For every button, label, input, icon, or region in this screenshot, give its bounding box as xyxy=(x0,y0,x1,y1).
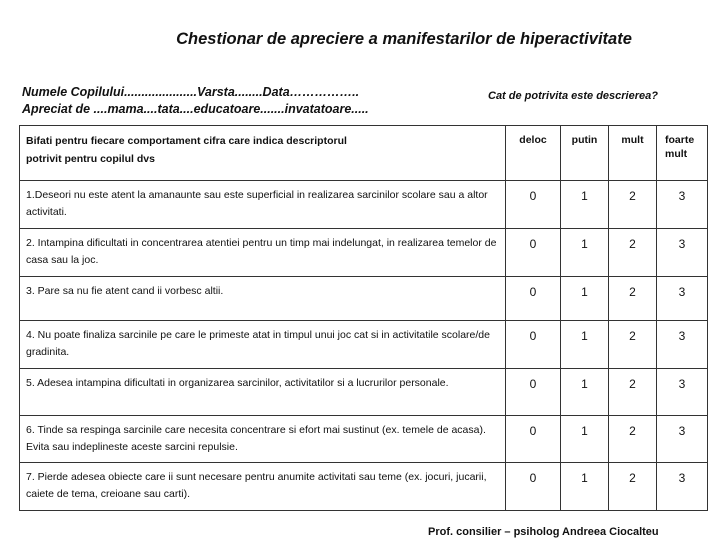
table-row xyxy=(20,321,708,369)
score-0[interactable]: 0 xyxy=(506,321,561,369)
score-1[interactable]: 1 xyxy=(561,321,609,369)
table-row xyxy=(20,416,708,463)
child-info-block xyxy=(22,84,369,118)
score-3[interactable]: 3 xyxy=(657,321,708,369)
header-instruction-line1: Bifati pentru fiecare comportament cifra care indica descriptorul xyxy=(26,135,347,147)
item-text: 7. Pierde adesea obiecte care ii sunt necesare pentru anumite activitati sau teme (ex. jocuri, jucarii, caiete de tema, creioane sau carti). xyxy=(20,463,506,511)
item-text: 5. Adesea intampina dificultati in organizarea sarcinilor, activitatilor si a lucrurilor personale. xyxy=(20,369,506,416)
item-text: 6. Tinde sa respinga sarcinile care necesita concentrare si efort mai sustinut (ex. temele de acasa). Evita sau indeplineste aceste sarcini repulsie. xyxy=(20,416,506,463)
score-3[interactable]: 3 xyxy=(657,463,708,511)
score-3[interactable]: 3 xyxy=(657,277,708,321)
table-row xyxy=(20,229,708,277)
scale-header-putin: putin xyxy=(561,126,609,181)
item-text: 4. Nu poate finaliza sarcinile pe care le primeste atat in timpul unui joc cat si in activitatile scolare/de gradinita. xyxy=(20,321,506,369)
scale-header-mult: mult xyxy=(609,126,657,181)
questionnaire-table xyxy=(19,125,708,511)
scale-header-foarte-mult: foarte mult xyxy=(657,126,708,181)
score-1[interactable]: 1 xyxy=(561,463,609,511)
score-1[interactable]: 1 xyxy=(561,181,609,229)
table-row xyxy=(20,277,708,321)
child-name-age-date-line: Numele Copilului.....................Varsta........Data…………….. xyxy=(22,85,360,99)
scale-header-deloc: deloc xyxy=(506,126,561,181)
score-0[interactable]: 0 xyxy=(506,369,561,416)
table-header-row xyxy=(20,126,708,181)
author-credit: Prof. consilier – psiholog Andreea Ciocalteu xyxy=(428,526,659,538)
score-2[interactable]: 2 xyxy=(609,369,657,416)
score-1[interactable]: 1 xyxy=(561,277,609,321)
header-instruction xyxy=(20,126,506,181)
score-2[interactable]: 2 xyxy=(609,416,657,463)
item-text: 1.Deseori nu este atent la amanaunte sau este superficial in realizarea sarcinilor scolare sau a altor activitati. xyxy=(20,181,506,229)
score-1[interactable]: 1 xyxy=(561,369,609,416)
item-text: 3. Pare sa nu fie atent cand ii vorbesc altii. xyxy=(20,277,506,321)
table-row xyxy=(20,181,708,229)
score-1[interactable]: 1 xyxy=(561,416,609,463)
score-0[interactable]: 0 xyxy=(506,277,561,321)
score-2[interactable]: 2 xyxy=(609,181,657,229)
score-2[interactable]: 2 xyxy=(609,229,657,277)
score-3[interactable]: 3 xyxy=(657,181,708,229)
score-3[interactable]: 3 xyxy=(657,369,708,416)
header-instruction-line2: potrivit pentru copilul dvs xyxy=(26,153,155,165)
score-0[interactable]: 0 xyxy=(506,181,561,229)
score-0[interactable]: 0 xyxy=(506,463,561,511)
table-row xyxy=(20,463,708,511)
item-text: 2. Intampina dificultati in concentrarea atentiei pentru un timp mai indelungat, in realizarea temelor de casa sau la joc. xyxy=(20,229,506,277)
score-2[interactable]: 2 xyxy=(609,321,657,369)
assessed-by-line: Apreciat de ....mama....tata....educatoare.......invatatoare..... xyxy=(22,102,369,116)
score-1[interactable]: 1 xyxy=(561,229,609,277)
score-2[interactable]: 2 xyxy=(609,463,657,511)
score-3[interactable]: 3 xyxy=(657,416,708,463)
rating-question: Cat de potrivita este descrierea? xyxy=(488,90,658,102)
document-title: Chestionar de apreciere a manifestarilor de hiperactivitate xyxy=(176,30,632,48)
score-0[interactable]: 0 xyxy=(506,229,561,277)
score-2[interactable]: 2 xyxy=(609,277,657,321)
table-row xyxy=(20,369,708,416)
score-3[interactable]: 3 xyxy=(657,229,708,277)
score-0[interactable]: 0 xyxy=(506,416,561,463)
